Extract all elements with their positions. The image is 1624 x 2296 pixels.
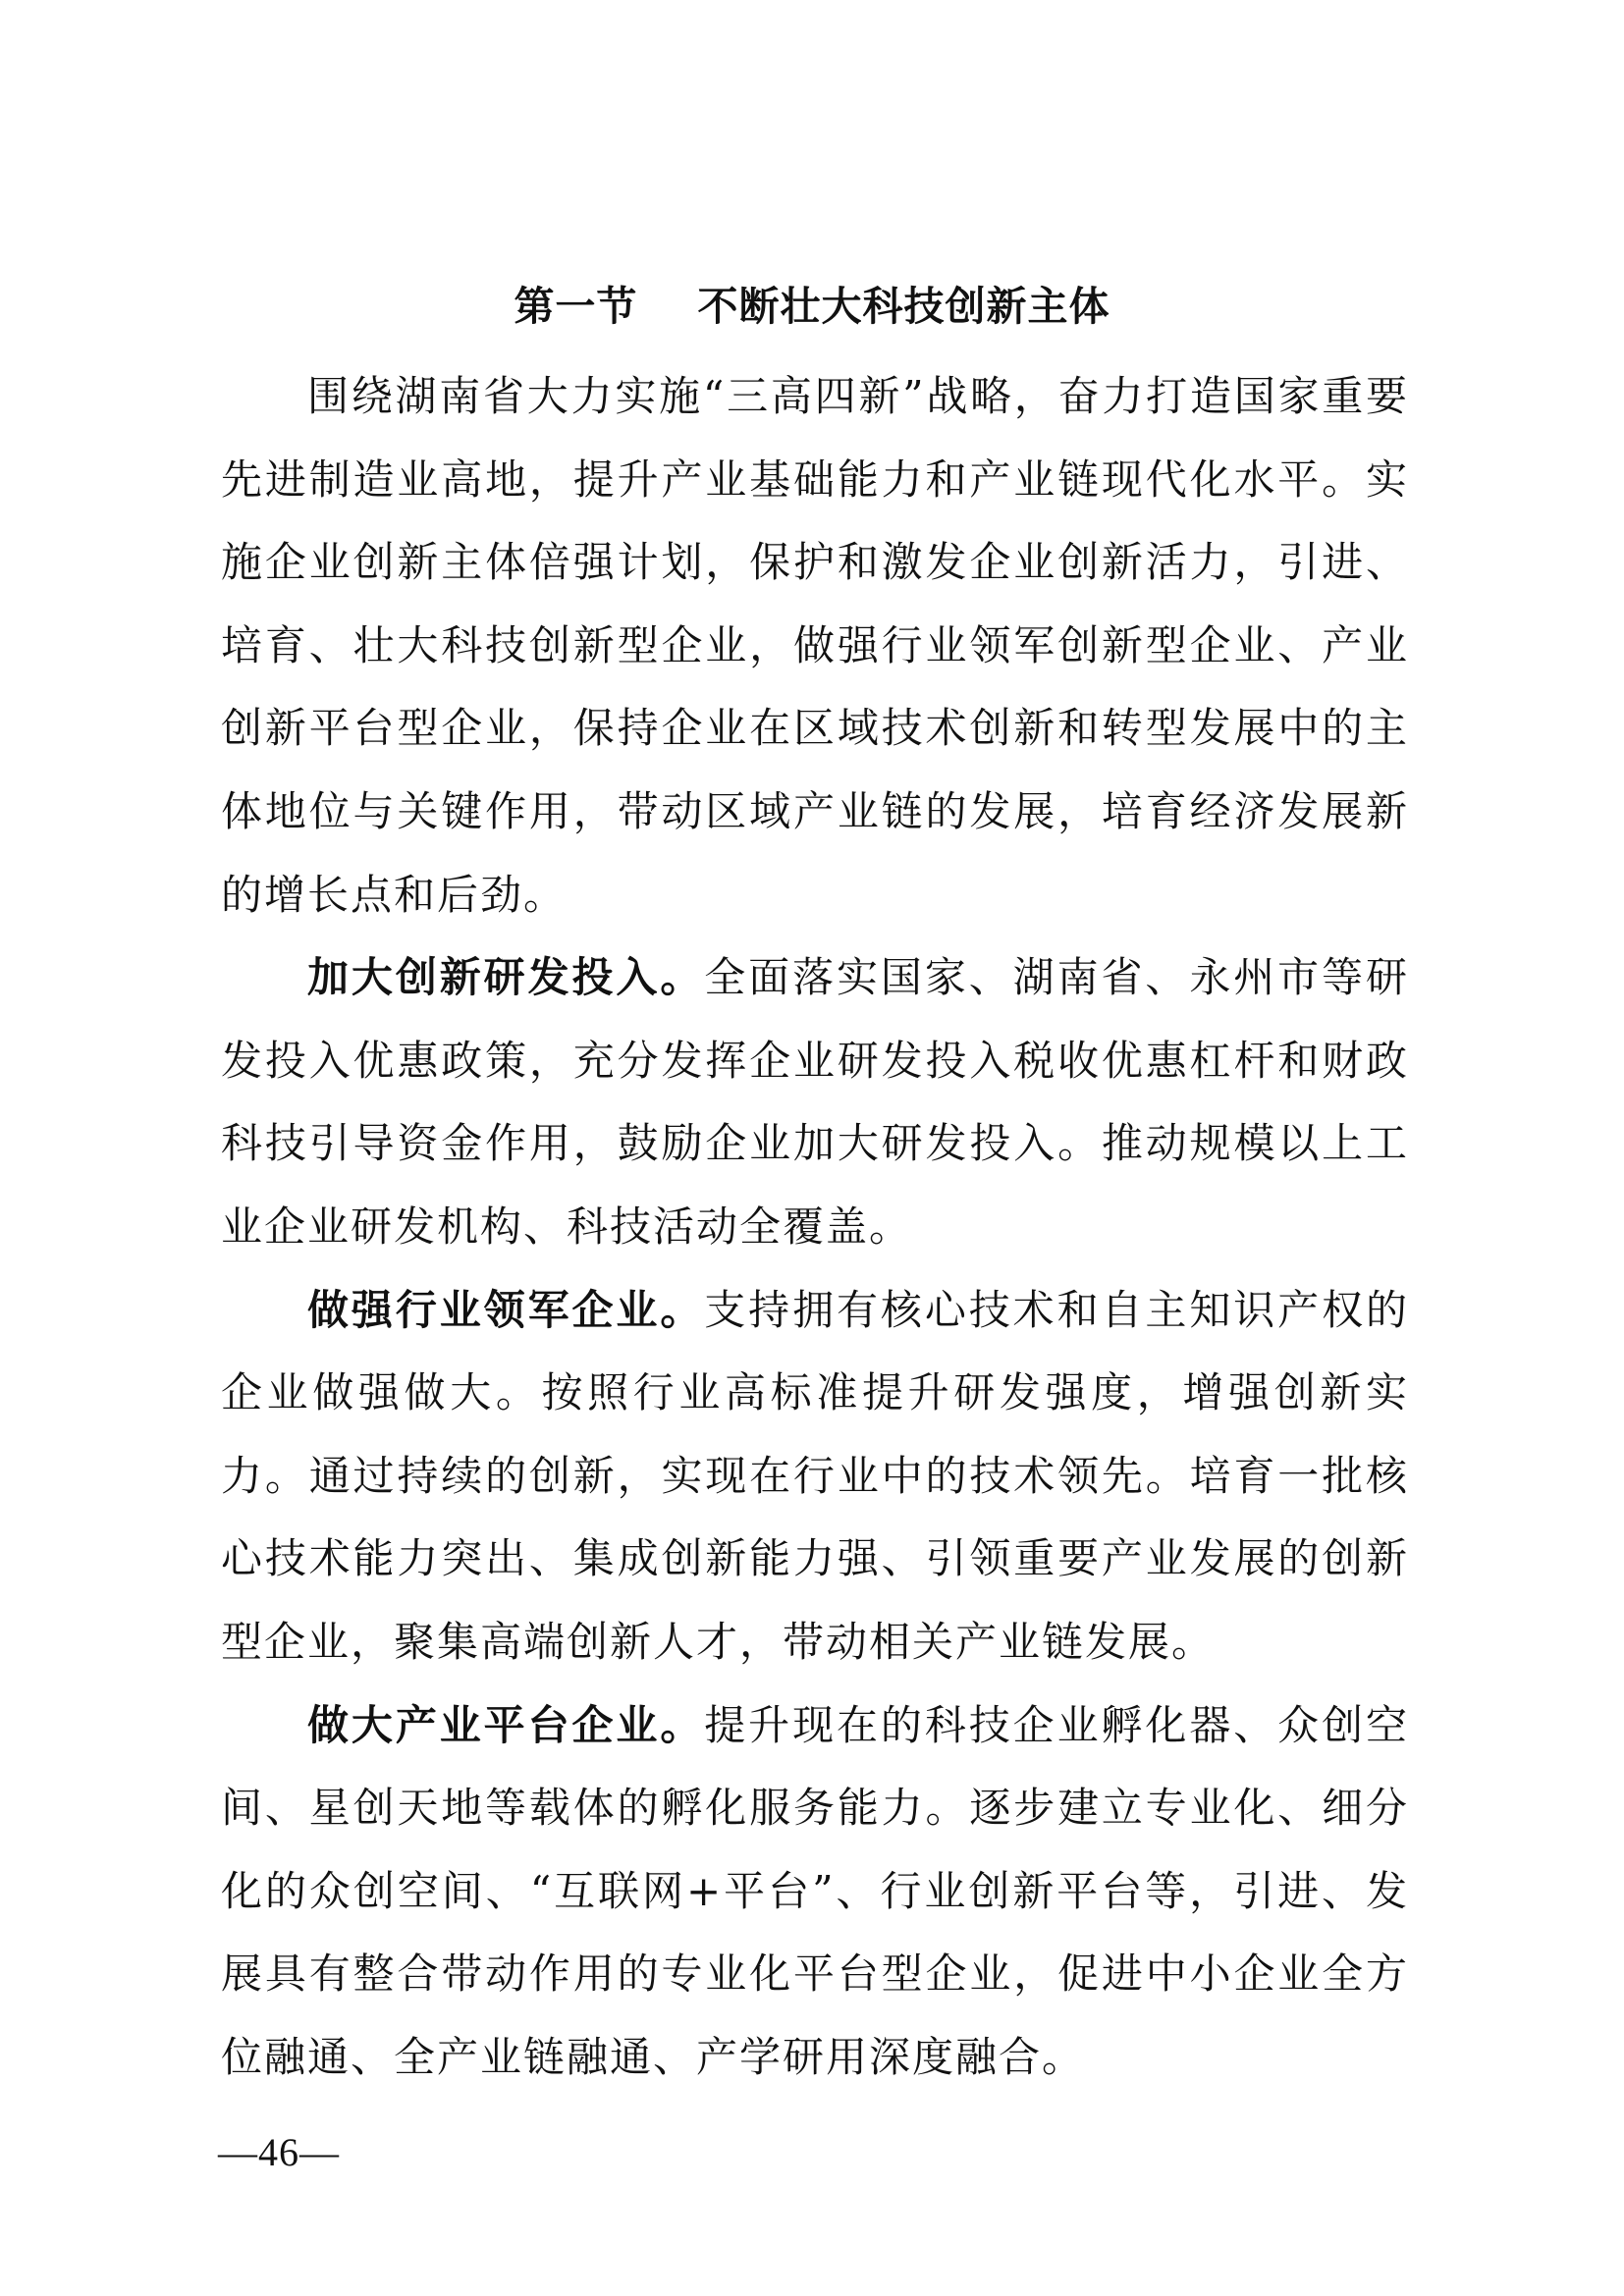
paragraph-platform-enterprises — [221, 1684, 1409, 2100]
page-number: —46— — [218, 2130, 340, 2174]
body-text — [221, 355, 1409, 2099]
paragraph-text: 全面落实国家、湖南省、永州市等研发投入优惠政策，充分发挥企业研发投入税收优惠杠杆和财政科技引导资金作用，鼓励企业加大研发投入。推动规模以上工业企业研发机构、科技活动全覆盖。 — [221, 953, 1409, 1251]
paragraph-text: 支持拥有核心技术和自主知识产权的企业做强做大。按照行业高标准提升研发强度，增强创新实力。通过持续的创新，实现在行业中的技术领先。培育一批核心技术能力突出、集成创新能力强、引领重要产业发展的创新型企业，聚集高端创新人才，带动相关产业链发展。 — [221, 1285, 1409, 1666]
paragraph-lead-heading: 做强行业领军企业。 — [307, 1285, 705, 1334]
paragraph-intro — [221, 355, 1409, 936]
paragraph-lead-heading: 加大创新研发投入。 — [307, 953, 705, 1002]
paragraph-rd-investment — [221, 936, 1409, 1268]
paragraph-lead-heading: 做大产业平台企业。 — [307, 1700, 705, 1749]
paragraph-leading-enterprises — [221, 1269, 1409, 1684]
paragraph-text: 提升现在的科技企业孵化器、众创空间、星创天地等载体的孵化服务能力。逐步建立专业化、细分化的众创空间、“互联网+平台”、行业创新平台等，引进、发展具有整合带动作用的专业化平台型企业，促进中小企业全方位融通、全产业链融通、产学研用深度融合。 — [221, 1700, 1409, 2081]
section-title: 第一节 不断壮大科技创新主体 — [514, 283, 1110, 331]
paragraph-text: 围绕湖南省大力实施“三高四新”战略，奋力打造国家重要先进制造业高地，提升产业基础能力和产业链现代化水平。实施企业创新主体倍强计划，保护和激发企业创新活力，引进、培育、壮大科技创新型企业，做强行业领军创新型企业、产业创新平台型企业，保持企业在区域技术创新和转型发展中的主体地位与关键作用，带动区域产业链的发展，培育经济发展新的增长点和后劲。 — [221, 372, 1409, 919]
